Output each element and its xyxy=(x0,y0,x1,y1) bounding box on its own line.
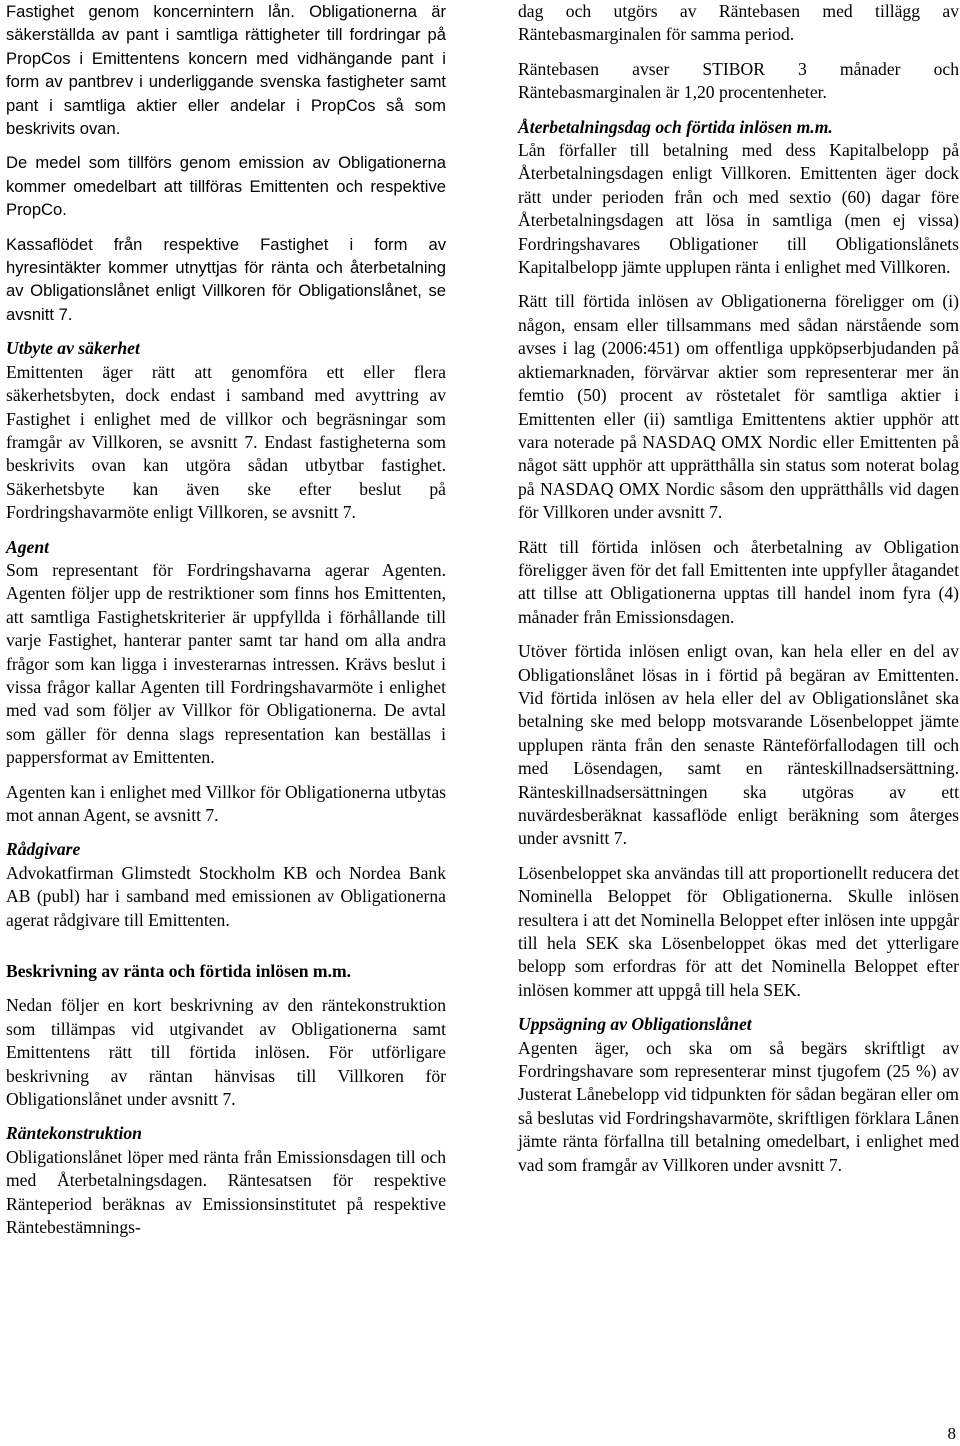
section-radgivare xyxy=(6,838,446,932)
paragraph: Agenten kan i enlighet med Villkor för Obligationerna utbytas mot annan Agent, se avsnitt 7. xyxy=(6,781,446,825)
paragraph: dag och utgörs av Räntebasen med tillägg av Räntebasmarginalen för samma period. xyxy=(518,1,959,45)
section-aterbetalning xyxy=(518,116,959,280)
paragraph: Advokatfirman Glimstedt Stockholm KB och Nordea Bank AB (publ) har i samband med emissionen av Obligationerna agerat rådgivare till Emittenten. xyxy=(6,862,446,930)
heading-utbyte: Utbyte av säkerhet xyxy=(6,338,140,359)
paragraph: Rätt till förtida inlösen och återbetalning av Obligation föreligger även för det fall Emittenten inte uppfyller åtagandet att tillse att Obligationerna upptas till handel inom fyra (4) månader från Emissionsdagen. xyxy=(518,536,959,627)
paragraph: Fastighet genom koncernintern lån. Obligationerna är säkerställda av pant i samtliga rättigheter till fordringar på PropCos i Emittentens koncern med vidhängande pant i form av pantbrev i underliggande svenska fastigheter samt pant i samtliga aktier eller andelar i PropCos så som beskrivits ovan. xyxy=(6,2,446,139)
paragraph: Lån förfaller till betalning med dess Kapitalbelopp på Återbetalningsdagen enligt Villkoren. Emittenten äger dock rätt under perioden från och med sextio (60) dagar före Återbetalningsdagen att lösa in samtliga (men ej vissa) Fordringshavares Obligationer till Obligationslånets Kapitalbelopp jämte upplupen ränta i enlighet med Villkoren. xyxy=(518,140,959,278)
section-title: Beskrivning av ränta och förtida inlösen m.m. xyxy=(6,961,352,982)
heading-uppsagning: Uppsägning av Obligationslånet xyxy=(518,1014,752,1035)
heading-rantekonstruktion: Räntekonstruktion xyxy=(6,1123,142,1144)
paragraph: Rätt till förtida inlösen av Obligationerna föreligger om (i) någon, ensam eller tillsammans med sådan närstående som avses i lag (2006:451) om offentliga uppköpserbjudanden på aktiemarknaden, förvärvar aktier som representerar mer än femtio (50) procent av röstetalet för samtliga aktier i Emittenten eller (ii) samtliga Emittentens aktier upphör att vara noterade på NASDAQ OMX Nordic eller Emittenten på något sätt upphör att upprätthålla sin status som noterat bolag på NASDAQ OMX Nordic såsom den upprätthålls vid dagen för Villkoren under avsnitt 7. xyxy=(518,291,959,523)
section-agent xyxy=(6,536,446,828)
paragraph: De medel som tillförs genom emission av Obligationerna kommer omedelbart att tillföras Emittenten och respektive PropCo. xyxy=(6,153,446,220)
heading-aterbetalning: Återbetalningsdag och förtida inlösen m.m. xyxy=(518,116,833,137)
right-column xyxy=(518,0,959,1177)
paragraph: Som representant för Fordringshavarna agerar Agenten. Agenten följer upp de restriktioner som finns hos Emittenten, att samtliga Fastighetskriterier är uppfyllda i förhållande till varje Fastighet, hanterar panter samt tar hand om alla andra frågor som kan ligga i investerarnas intressen. Krävs beslut i vissa frågor kallar Agenten till Fordringshavarmöte i enlighet med vad som följer av Villkor för Obligationerna. De avtal som gäller för denna slags representation kan beställas i pappersformat av Emittenten. xyxy=(6,559,446,768)
paragraph: Emittenten äger rätt att genomföra ett eller flera säkerhetsbyten, dock endast i samband med avyttring av Fastighet i enlighet med de villkor och begräsningar som framgår av Villkoren, se avsnitt 7. Endast fastigheterna som beskrivits ovan kan utgöra sådan utbytbar fastighet. Säkerhetsbyte kan även ske efter beslut på Fordringshavarmöte enligt Villkoren, se avsnitt 7. xyxy=(6,361,446,523)
page-number: 8 xyxy=(947,1424,956,1443)
paragraph: Agenten äger, och ska om så begärs skriftligt av Fordringshavare som representerar minst tjugofem (25 %) av Justerat Lånebelopp vid tidpunkten för sådan begäran eller om så beslutas vid Fordringshavarmöte, skriftligen förklara Lånen jämte ränta förfallna till betalning omedelbart, i enlighet med vad som framgår av Villkoren under avsnitt 7. xyxy=(518,1037,959,1175)
left-column xyxy=(6,0,446,1240)
section-rantekonstruktion xyxy=(6,1122,446,1239)
paragraph: Utöver förtida inlösen enligt ovan, kan hela eller en del av Obligationslånet lösas in i förtid på begäran av Emittenten. Vid förtida inlösen av hela eller del av Obligationslånet ska betalning ske med belopp motsvarande Lösenbeloppet jämte upplupen ränta från den senaste Ränteförfallodagen till och med Lösendagen, samt en ränteskillnadsersättning. Ränteskillnadsersättningen ska utgöras av ett nuvärdesberäknat kassaflöde enligt beräkning som återges under avsnitt 7. xyxy=(518,641,959,849)
paragraph: Lösenbeloppet ska användas till att proportionellt reducera det Nominella Beloppet för Obligationerna. Skulle inlösen resultera i att det Nominella Beloppet efter inlösen inte uppgår till hela SEK ska Lösenbeloppet ökas med det ytterligare belopp som erfordras för att det Nominella Beloppet efter inlösen kommer att uppgå till hela SEK. xyxy=(518,862,959,1000)
paragraph: Obligationslånet löper med ränta från Emissionsdagen till och med Återbetalningsdagen. Räntesatsen för respektive Ränteperiod beräknas av Emissionsinstitutet på respektive Räntebestämnings- xyxy=(6,1146,446,1238)
paragraph: Kassaflödet från respektive Fastighet i form av hyresintäkter kommer utnyttjas för ränta och återbetalning av Obligationslånet enligt Villkoren för Obligationslånet, se avsnitt 7. xyxy=(6,234,446,324)
heading-radgivare: Rådgivare xyxy=(6,839,81,860)
section-uppsagning xyxy=(518,1013,959,1177)
paragraph: Räntebasen avser STIBOR 3 månader och Räntebasmarginalen är 1,20 procentenheter. xyxy=(518,58,959,103)
section-utbyte xyxy=(6,337,446,524)
paragraph: Nedan följer en kort beskrivning av den räntekonstruktion som tillämpas vid utgivandet av Obligationerna samt Emittentens rätt till förtida inlösen. För utförligare beskrivning av räntan hänvisas till Villkoren för Obligationslånet under avsnitt 7. xyxy=(6,995,446,1110)
heading-agent: Agent xyxy=(6,536,50,557)
